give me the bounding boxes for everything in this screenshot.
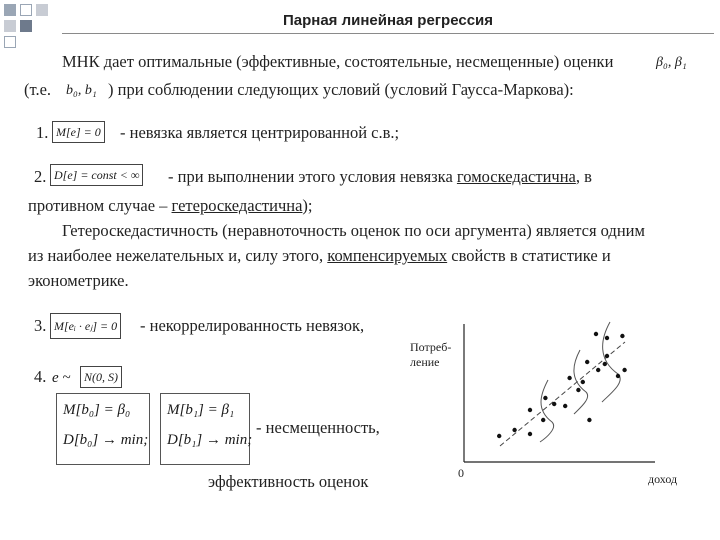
condition-3-text: - некоррелированность невязок, bbox=[140, 316, 365, 335]
decor-squares bbox=[0, 0, 58, 36]
chart-ylabel-1: Потреб- bbox=[410, 340, 452, 354]
condition-2-formula: D[e] = const < ∞ bbox=[50, 164, 143, 186]
chart-origin-label: 0 bbox=[458, 466, 464, 480]
paragraph-line-2-a: из наиболее нежелательных и, силу этого, bbox=[28, 246, 324, 265]
data-point bbox=[616, 374, 620, 378]
intro-line-2-end: ) при соблюдении следующих условий (условий Гаусса-Маркова): bbox=[108, 80, 574, 99]
regression-scatter-plot bbox=[440, 310, 690, 470]
condition-2-line-2 bbox=[28, 196, 313, 216]
decor-square bbox=[20, 4, 32, 16]
data-point bbox=[512, 428, 516, 432]
paragraph-line-2-b: свойств в статистике и bbox=[451, 246, 611, 265]
data-point bbox=[543, 396, 547, 400]
condition-4-formula: N(0, S) bbox=[80, 366, 122, 388]
condition-1-number: 1. bbox=[36, 123, 49, 142]
b1-mean: M[b₁] = β₁ bbox=[167, 402, 235, 418]
data-point bbox=[563, 404, 567, 408]
data-point bbox=[567, 376, 571, 380]
b1-properties-box bbox=[160, 393, 253, 465]
data-point bbox=[528, 432, 532, 436]
decor-square bbox=[4, 20, 16, 32]
chart-xlabel: доход bbox=[648, 472, 678, 486]
unbiasedness-text: - несмещенность, bbox=[256, 418, 380, 437]
data-point bbox=[552, 402, 556, 406]
data-points bbox=[497, 332, 627, 438]
data-point bbox=[581, 380, 585, 384]
data-point bbox=[541, 418, 545, 422]
data-point bbox=[587, 418, 591, 422]
b0-mean: M[b₀] = β₀ bbox=[63, 402, 131, 418]
condition-2-text-b: , в bbox=[575, 167, 592, 186]
condition-2-line-2-a: противном случае – bbox=[28, 196, 168, 215]
condition-2-text-a: - при выполнении этого условия невязка bbox=[168, 167, 453, 186]
homoscedastic-term: гомоскедастична bbox=[456, 167, 576, 186]
data-point bbox=[622, 368, 626, 372]
distribution-curve-left bbox=[540, 380, 554, 442]
decor-square bbox=[20, 20, 32, 32]
paragraph-line-3: эконометрике. bbox=[28, 271, 129, 290]
condition-1-formula: M[e] = 0 bbox=[52, 121, 105, 143]
chart-axes bbox=[464, 324, 655, 462]
data-point bbox=[605, 354, 609, 358]
data-point bbox=[596, 368, 600, 372]
condition-4-e: e ~ bbox=[52, 370, 71, 386]
condition-1-text: - невязка является центрированной с.в.; bbox=[120, 123, 400, 142]
b0-variance: D[b₀] → min; bbox=[63, 432, 149, 448]
data-point bbox=[497, 434, 501, 438]
beta-params: β₀, β₁ bbox=[656, 55, 687, 70]
b1-variance: D[b₁] → min; bbox=[167, 432, 253, 448]
chart-ylabel-2: ление bbox=[410, 355, 440, 369]
data-point bbox=[605, 336, 609, 340]
efficiency-text: эффективность оценок bbox=[208, 472, 369, 491]
paragraph-line-2 bbox=[28, 246, 611, 266]
condition-2-line-2-b: ); bbox=[302, 196, 313, 215]
intro-line-1: МНК дает оптимальные (эффективные, состоятельные, несмещенные) оценки bbox=[62, 52, 614, 71]
condition-4-number: 4. bbox=[34, 367, 47, 386]
condition-3-number: 3. bbox=[34, 316, 47, 335]
b-params: b₀, b₁ bbox=[66, 83, 97, 98]
decor-square bbox=[36, 4, 48, 16]
condition-2-text bbox=[168, 167, 592, 187]
data-point bbox=[528, 408, 532, 412]
data-point bbox=[620, 334, 624, 338]
condition-3-formula: M[eᵢ · eⱼ] = 0 bbox=[50, 313, 121, 339]
condition-2-number: 2. bbox=[34, 167, 47, 186]
b0-properties-box bbox=[56, 393, 150, 465]
decor-square bbox=[4, 36, 16, 48]
decor-square bbox=[4, 4, 16, 16]
data-point bbox=[576, 388, 580, 392]
data-point bbox=[603, 362, 607, 366]
paragraph-line-1: Гетероскедастичность (неравноточность оценок по оси аргумента) является одним bbox=[62, 221, 645, 240]
compensable-term: компенсируемых bbox=[327, 246, 448, 265]
data-point bbox=[594, 332, 598, 336]
intro-line-2-start: (т.е. bbox=[24, 80, 52, 99]
data-point bbox=[585, 360, 589, 364]
heteroscedastic-term: гетероскедастична bbox=[171, 196, 303, 215]
slide-title: Парная линейная регрессия bbox=[282, 12, 494, 29]
